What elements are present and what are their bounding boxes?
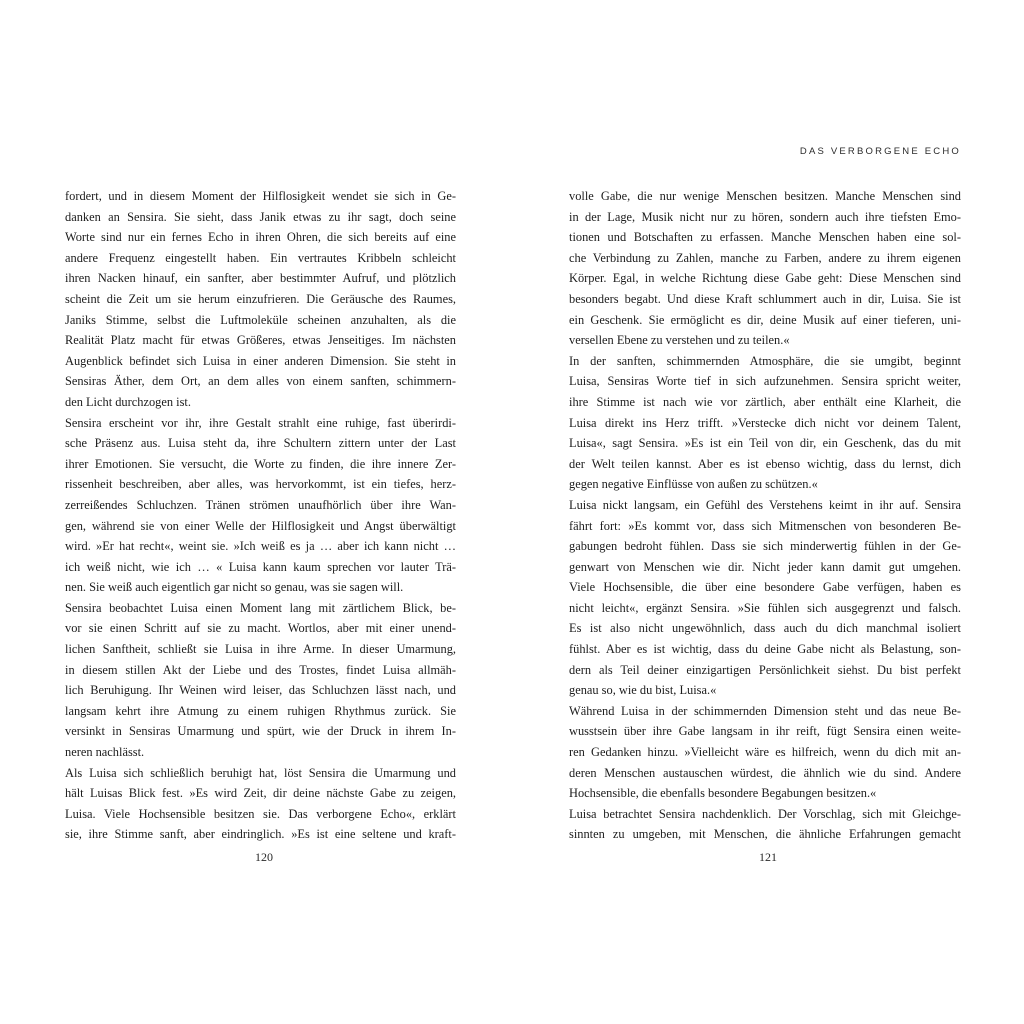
text-line: fährt fort: »Es kommt vor, dass sich Mitmenschen von besonderen Be-	[569, 518, 961, 533]
text-line: Augenblick befindet sich Luisa in einer anderen Dimension. Sie steht in	[65, 353, 456, 368]
text-line: gen, während sie von einer Welle der Hilflosigkeit und Angst überwältigt	[65, 518, 456, 533]
text-line: gabungen bedroht fühlen. Dass sie sich minderwertig fühlen in der Ge-	[569, 539, 961, 554]
text-line: tionen und Botschaften zu erfassen. Manche Menschen haben eine sol-	[569, 230, 961, 245]
text-line: versellen Ebene zu verstehen und zu teilen.«	[569, 333, 790, 348]
text-line: in der Lage, Musik nicht nur zu hören, sondern auch ihre tiefsten Emo-	[569, 209, 961, 224]
text-line: vor sie einen Schritt auf sie zu macht. Wortlos, aber mit einer unend-	[65, 621, 456, 636]
text-line: dern als Teil deiner einzigartigen Persönlichkeit siehst. Du bist perfekt	[569, 662, 961, 677]
text-line: nicht leicht«, ergänzt Sensira. »Sie fühlen sich ausgegrenzt und falsch.	[569, 600, 961, 615]
text-line: genau so, wie du bist, Luisa.«	[569, 683, 717, 698]
text-line: Als Luisa sich schließlich beruhigt hat, löst Sensira die Umarmung und	[65, 765, 456, 780]
text-line: In der sanften, schimmernden Atmosphäre, die sie umgibt, beginnt	[569, 353, 961, 368]
text-line: Luisa direkt ins Herz trifft. »Verstecke dich nicht vor deinem Talent,	[569, 415, 961, 430]
text-line: Hochsensible, die ebenfalls besondere Begabungen besitzen.«	[569, 786, 877, 801]
text-line: Janiks Stimme, selbst die Luftmoleküle scheinen anzuhalten, als die	[65, 312, 456, 327]
text-line: ihrer Emotionen. Sie versucht, die Worte zu finden, die ihre innere Zer-	[65, 456, 456, 471]
text-line: che Verbindung zu Zahlen, manche zu Farben, andere zu ihrem eigenen	[569, 250, 961, 265]
text-line: Sensira beobachtet Luisa einen Moment lang mit zärtlichem Blick, be-	[65, 600, 456, 615]
text-line: ihre Stimme ist nach wie vor zärtlich, aber enthält eine Klarheit, die	[569, 394, 961, 409]
text-line: Körper. Egal, in welche Richtung diese Gabe geht: Diese Menschen sind	[569, 271, 961, 286]
text-line: volle Gabe, die nur wenige Menschen besitzen. Manche Menschen sind	[569, 189, 961, 203]
right-page-number: 121	[759, 850, 777, 864]
text-line: andere Frequenz eingestellt haben. Ein vertrautes Kribbeln schleicht	[65, 250, 456, 265]
running-head: DAS VERBORGENE ECHO	[799, 146, 961, 157]
text-line: Viele Hochsensible, die über eine besondere Gabe verfügen, haben es	[569, 580, 961, 595]
right-page	[569, 0, 961, 1024]
text-line: versinkt in Sensiras Umarmung und spürt, wie der Druck in ihrem In-	[65, 724, 456, 739]
text-line: Sensira erscheint vor ihr, ihre Gestalt strahlt eine ruhige, fast überirdi-	[65, 415, 456, 430]
text-line: lich Beruhigung. Ihr Weinen wird leiser, das Schluchzen lässt nach, und	[65, 683, 456, 698]
left-page-number: 120	[255, 850, 273, 864]
text-line: nen. Sie weiß auch eigentlich gar nicht so genau, was sie sagen will.	[65, 580, 404, 595]
text-line: Während Luisa in der schimmernden Dimension steht und das neue Be-	[569, 703, 961, 718]
text-line: wird. »Er hat recht«, weint sie. »Ich weiß es ja … aber ich kann nicht …	[65, 539, 456, 554]
text-line: Sensiras Äther, dem Ort, an dem alles von einem sanften, schimmern-	[65, 374, 456, 389]
text-line: hält Luisas Blick fest. »Es wird Zeit, dir deine nächste Gabe zu zeigen,	[65, 786, 456, 801]
text-line: Realität Platz macht für etwas Größeres, etwas Jenseitiges. Im nächsten	[65, 333, 456, 348]
text-line: Luisa. Viele Hochsensible besitzen sie. Das verborgene Echo«, erklärt	[65, 806, 456, 821]
text-line: der Welt teilen kannst. Aber es ist ebenso wichtig, dass du lernst, dich	[569, 456, 961, 471]
text-line: zerreißendes Schluchzen. Tränen strömen unaufhörlich über ihre Wan-	[65, 497, 456, 512]
text-line: ich weiß nicht, wie ich … « Luisa kann kaum sprechen vor lauter Trä-	[65, 559, 456, 574]
text-line: danken an Sensira. Sie sieht, dass Janik etwas zu ihr sagt, doch seine	[65, 209, 456, 224]
text-line: ihren Nacken hinauf, ein sanfter, aber bestimmter Aufruf, und plötzlich	[65, 271, 456, 286]
text-line: in diesem stillen Akt der Liebe und des Trostes, findet Luisa allmäh-	[65, 662, 456, 677]
right-page-text	[569, 186, 961, 845]
text-line: langsam kehrt ihre Atmung zu einem ruhigen Rhythmus zurück. Sie	[65, 703, 456, 718]
text-line: ren Gedanken hinzu. »Vielleicht wäre es hilfreich, wenn du dich mit an-	[569, 745, 961, 760]
text-line: fordert, und in diesem Moment der Hilflosigkeit wendet sie sich in Ge-	[65, 189, 456, 203]
text-line: sinnten zu umgeben, mit Menschen, die ähnliche Erfahrungen gemacht	[569, 827, 961, 842]
text-line: Luisa«, sagt Sensira. »Es ist ein Teil von dir, ein Geschenk, das du mit	[569, 436, 961, 451]
text-line: genwart von Menschen wie dir. Nicht jeder kann damit gut umgehen.	[569, 559, 961, 574]
text-line: fühlst. Aber es ist wichtig, dass du deine Gabe nicht als Belastung, son-	[569, 642, 961, 657]
text-line: wusstsein über ihre Gabe langsam in ihr reift, fügt Sensira einen weite-	[569, 724, 961, 739]
text-line: deren Menschen austauschen würdest, die ähnlich wie du sind. Andere	[569, 765, 961, 780]
text-line: den Licht durchzogen ist.	[65, 394, 191, 409]
text-line: Es ist also nicht ungewöhnlich, dass auch du dich manchmal isoliert	[569, 621, 961, 636]
text-line: gegen negative Einflüsse von außen zu schützen.«	[569, 477, 818, 492]
text-line: neren nachlässt.	[65, 745, 145, 760]
left-page-text	[65, 186, 456, 845]
left-page	[65, 0, 456, 1024]
text-line: scheint die Zeit um sie herum einzufrieren. Die Geräusche des Raumes,	[65, 291, 456, 306]
text-line: besonders begabt. Und diese Kraft schlummert auch in dir, Luisa. Sie ist	[569, 291, 961, 306]
text-line: Luisa betrachtet Sensira nachdenklich. Der Vorschlag, sich mit Gleichge-	[569, 806, 961, 821]
text-line: Luisa, Sensiras Worte tief in sich aufzunehmen. Sensira spricht weiter,	[569, 374, 961, 389]
text-line: Luisa nickt langsam, ein Gefühl des Verstehens keimt in ihr auf. Sensira	[569, 497, 961, 512]
text-line: sie, ihre Stimme sanft, aber eindringlich. »Es ist eine seltene und kraft-	[65, 827, 456, 842]
text-line: ein Geschenk. Sie ermöglicht es dir, deine Musik auf einer tieferen, uni-	[569, 312, 961, 327]
text-line: sche Präsenz aus. Luisa steht da, ihre Schultern zittern unter der Last	[65, 436, 456, 451]
text-line: rissenheit beschreiben, aber alles, was hervorkommt, ist ein tiefes, herz-	[65, 477, 456, 492]
text-line: Worte sind nur ein fernes Echo in ihren Ohren, die sich bereits auf eine	[65, 230, 456, 245]
text-line: lichen Sanftheit, schließt sie Luisa in ihre Arme. In dieser Umarmung,	[65, 642, 456, 657]
